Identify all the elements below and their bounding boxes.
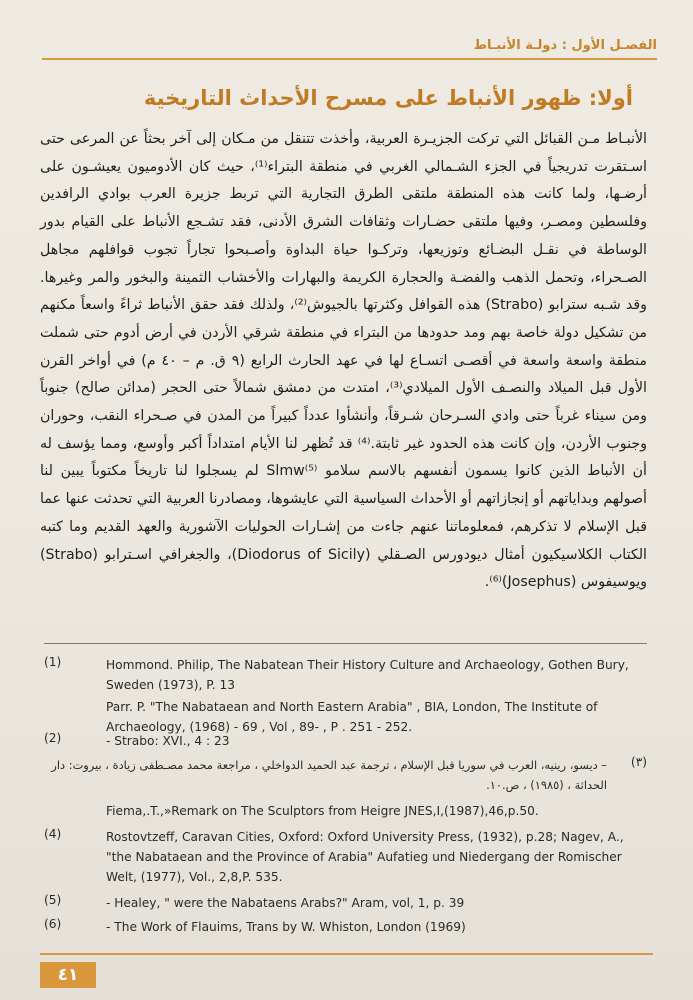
footnote-text: Parr. P. "The Nabataean and North Eastern Arabia" , BIA, London, The Institute of Archaeology, (1968) - 69 , Vol , 89- , P . 251 - 252.: [106, 700, 598, 734]
footnote-number: (6): [44, 917, 62, 931]
footnote-number: (5): [44, 893, 62, 907]
footnote-number: (٣): [630, 755, 647, 769]
footnote-3: [44, 755, 647, 799]
footnote-text: – ديسو، رينيه، العرب في سوريا قبل الإسلام ، ترجمة عبد الحميد الدواخلي ، مراجعة محمد مصـطفى زيادة ، بيروت: دار الحداثة ، (١٩٨٥) ، ص.١٠.: [51, 758, 607, 792]
footnote-number: (4): [44, 827, 62, 841]
footnote-1: [44, 655, 647, 734]
header-divider: [42, 58, 657, 60]
body-paragraph: الأنبـاط مـن القبائل التي تركت الجزيـرة العربية، وأخذت تتنقل من مـكان إلى آخر بحثاً عن المرعى حتى اسـتقرت تدريجياً في الجزء الشـمالي الغربي في منطقة البتراء⁽¹⁾، حيث كان الأدوميون يعيشـون على أرضـها، ولما كانت هذه المنطقة ملتقى الطرق التجارية التي تربط جزيرة العرب بوادي الرافدين وفلسطين ومصـر، وفيها ملتقى حضـارات وثقافات الشرق الأدنى، فقد تشـجع الأنباط على القيام بدور الوساطة في نقـل البضـائع وتوزيعها، وتركـوا حياة البداوة وأصـبحوا تجاراً تجوب قوافلهم مجاهل الصـحراء، وتحمل الذهب والفضـة والحجارة الكريمة والبهارات والأخشاب الثمينة والبخور والمر وغيرها. وقد شـبه سترابو (Strabo) هذه القوافل وكثرتها بالجيوش⁽²⁾، ولذلك فقد حقق الأنباط ثراءً واسعاً مكنهم من تشكيل دولة خاصة بهم ومد حدودها من البتراء في منطقة شرقي الأردن في أرض أدوم حتى شملت منطقة واسعة واسعة في أقصـى اتسـاع لها في عهد الحارث الرابع (٩ ق. م – ٤٠ م) في أواخر القرن الأول قبل الميلاد والنصـف الأول الميلادي⁽³⁾، امتدت من دمشق شمالاً حتى الحجر (مدائن صالح) جنوباً ومن سيناء غرباً حتى وادي السـرحان شـرقاً، وأنشأوا عدداً كبيراً من المدن في صـحراء النقب، وحوران وجنوب الأردن، وإن كانت هذه الحدود غير ثابتة.⁽⁴⁾ قد تُظهر لنا الأيام امتداداً أكبر وأوسع، ومما يؤسف له أن الأنباط الذين كانوا يسمون أنفسهم بالاسم سلامو Slmw⁽⁵⁾ لم يسجلوا لنا تاريخاً مكتوباً يبين لنا أصولهم وبداياتهم أو إنجازاتهم أو الأحداث السياسية التي عايشوها، ومصادرنا العربية التي تحدثت عنها عما قبل الإسلام لا تذكرهم، فمعلوماتنا عنهم جاءت من إشـارات الحوليات الآشورية والعهد القديم وما كتبه الكتاب الكلاسيكيون أمثال ديودورس الصـقلي (Diodorus of Sicily)، والجغرافي اسـترابو (Strabo) ويوسيفوس (Josephus)⁽⁶⁾.: [40, 131, 648, 591]
footnote-6: [44, 917, 647, 939]
footnote-number: (2): [44, 731, 62, 745]
footnote-2: [44, 731, 647, 753]
footer-divider: [40, 953, 653, 955]
footnote-number: (1): [44, 655, 62, 669]
page-number: ٤١: [40, 962, 96, 988]
footnote-text: - Healey, " were the Nabataens Arabs?" Aram, vol, 1, p. 39: [106, 896, 465, 910]
footnote-text: - The Work of Flauims, Trans by W. Whiston, London (1969): [106, 920, 466, 934]
footnote-text: - Strabo: XVI., 4 : 23: [106, 734, 230, 748]
footnote-5: [44, 893, 647, 915]
footnote-text: Hommond. Philip, The Nabatean Their History Culture and Archaeology, Gothen Bury, Sweden (1973), P. 13: [106, 658, 629, 692]
footnotes: [44, 655, 647, 939]
body-text: [40, 126, 647, 597]
footnote-3-cont: [44, 801, 647, 823]
footnote-4: [44, 827, 647, 891]
footnote-text: Fiema,.T.,»Remark on The Sculptors from Heigre JNES,I,(1987),46,p.50.: [106, 804, 539, 818]
running-header: [36, 38, 657, 64]
section-title: أولا: ظهور الأنباط على مسرح الأحداث التاريخية: [143, 86, 633, 110]
chapter-header-title: الفصـل الأول : دولـة الأنبـاط: [473, 38, 657, 53]
footnote-divider: [44, 643, 647, 644]
footnote-text: Rostovtzeff, Caravan Cities, Oxford: Oxford University Press, (1932), p.28; Nagev, A., "the Nabataean and the Province of Arabia" Aufatieg und Niedergang der Romischer Welt, (1977), Vol., 2,8,P. 535.: [106, 830, 624, 884]
